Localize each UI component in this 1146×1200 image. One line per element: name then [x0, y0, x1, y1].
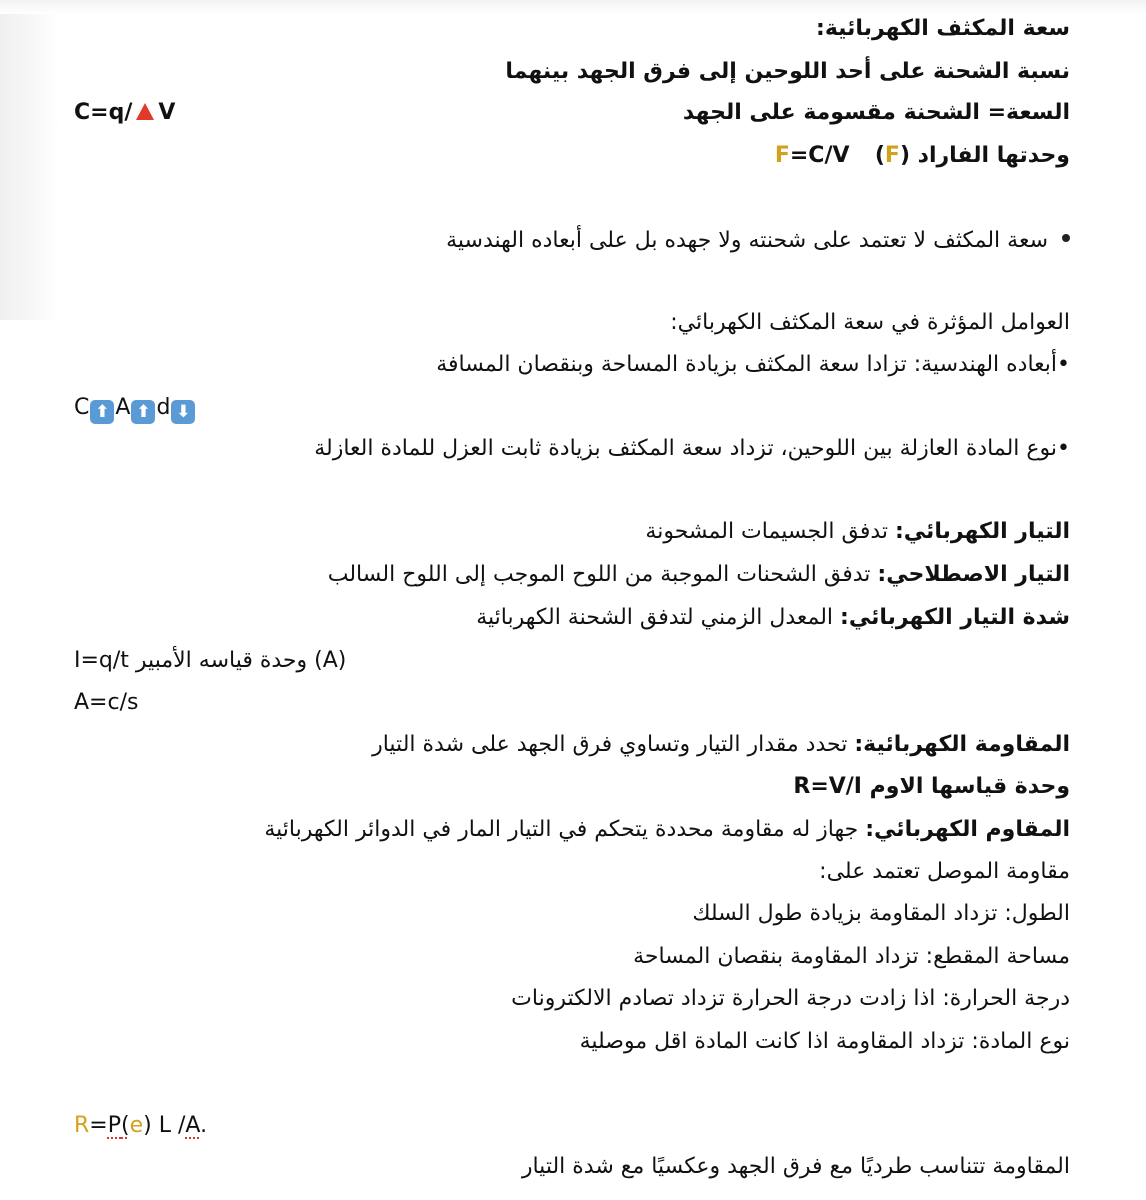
relation-a: A [115, 395, 131, 420]
resistor-text: جهاز له مقاومة محددة يتحكم في التيار المار في الدوائر الكهربائية [264, 817, 866, 842]
factors-title: العوامل المؤثرة في سعة المكثف الكهربائي: [670, 310, 1070, 335]
factor-material: نوع المادة: تزداد المقاومة اذا كانت المادة اقل موصلية [579, 1029, 1070, 1054]
bullet-item [446, 226, 1070, 256]
factor-temperature: درجة الحرارة: اذا زادت درجة الحرارة تزداد تصادم الالكترونات [511, 986, 1070, 1011]
formula-open: ( [121, 1113, 130, 1138]
current-formula-line: I=q/t وحدة قياسه الأمبير (A) [74, 648, 347, 673]
ampere-unit-line: A=c/s [74, 690, 139, 715]
arrow-up-icon: ⬆ [131, 400, 155, 424]
current-def-text: تدفق الجسيمات المشحونة [645, 519, 895, 544]
resistivity-formula [74, 1111, 207, 1141]
resistance-def-label: المقاومة الكهربائية: [854, 732, 1070, 757]
arrow-up-icon: ⬆ [90, 400, 114, 424]
delta-triangle-icon [136, 103, 154, 120]
current-intensity [476, 603, 1070, 633]
farad-unit-line [775, 141, 1070, 171]
formula-e: e [129, 1113, 144, 1138]
factor-insulator: •نوع المادة العازلة بين اللوحين، تزداد سعة المكثف بزيادة ثابت العزل للمادة العازلة [314, 436, 1070, 461]
factor-length: الطول: تزداد المقاومة بزيادة طول السلك [692, 901, 1070, 926]
factor-area: مساحة المقطع: تزداد المقاومة بنقصان المساحة [633, 944, 1070, 969]
current-def-label: التيار الكهربائي: [895, 519, 1070, 544]
formula-dot: . [200, 1113, 208, 1138]
relation-c: C [74, 395, 90, 420]
farad-unit-close: ) [874, 143, 885, 168]
intensity-text: المعدل الزمني لتدفق الشحنة الكهربائية [476, 605, 841, 630]
bullet-dot-icon [1062, 234, 1070, 242]
current-definition [645, 517, 1070, 547]
conv-current-text: تدفق الشحنات الموجبة من اللوح الموجب إلى اللوح السالب [327, 562, 878, 587]
farad-unit-text: وحدتها الفاراد ( [899, 143, 1070, 168]
resistance-definition [372, 730, 1070, 760]
conv-current-label: التيار الاصطلاحي: [877, 562, 1070, 587]
resistor-label: المقاوم الكهربائي: [865, 817, 1070, 842]
page-shadow-top [0, 0, 1146, 14]
capacitance-relation [74, 393, 196, 424]
formula-close: ) L / [143, 1113, 186, 1138]
bullet-text: سعة المكثف لا تعتمد على شحنته ولا جهده بل على أبعاده الهندسية [446, 228, 1048, 253]
ohm-unit-line: وحدة قياسها الاوم R=V/I [793, 774, 1070, 799]
relation-d: d [156, 395, 171, 420]
capacity-formula-left: C=q/ [74, 100, 133, 125]
farad-formula-symbol: F [774, 143, 790, 168]
farad-unit-symbol: F [884, 143, 900, 168]
arrow-down-icon: ⬇ [171, 400, 195, 424]
factor-geometry: •أبعاده الهندسية: تزادا سعة المكثف بزيادة المساحة وبنقصان المسافة [436, 352, 1070, 377]
farad-formula [775, 143, 850, 168]
intensity-label: شدة التيار الكهربائي: [840, 605, 1070, 630]
formula-eq: = [89, 1113, 108, 1138]
formula-p: P [107, 1113, 122, 1138]
conventional-current [328, 560, 1070, 590]
capacitance-title: سعة المكثف الكهربائية: [816, 16, 1070, 41]
capacity-formula [74, 98, 175, 128]
farad-formula-rest: =C/V [789, 143, 850, 168]
resistor-definition [264, 815, 1070, 845]
formula-a: A [185, 1113, 201, 1138]
resistance-def-text: تحدد مقدار التيار وتساوي فرق الجهد على شدة التيار [372, 732, 855, 757]
resistance-proportion: المقاومة تتناسب طرديًا مع فرق الجهد وعكسيًا مع شدة التيار [521, 1154, 1070, 1179]
depends-title: مقاومة الموصل تعتمد على: [819, 859, 1070, 884]
capacitance-definition: نسبة الشحنة على أحد اللوحين إلى فرق الجهد بينهما [505, 59, 1070, 84]
formula-r: R [74, 1113, 90, 1138]
page-shadow-left [0, 0, 60, 320]
capacity-text: السعة= الشحنة مقسومة على الجهد [682, 100, 1070, 125]
capacity-formula-right: V [158, 100, 176, 125]
